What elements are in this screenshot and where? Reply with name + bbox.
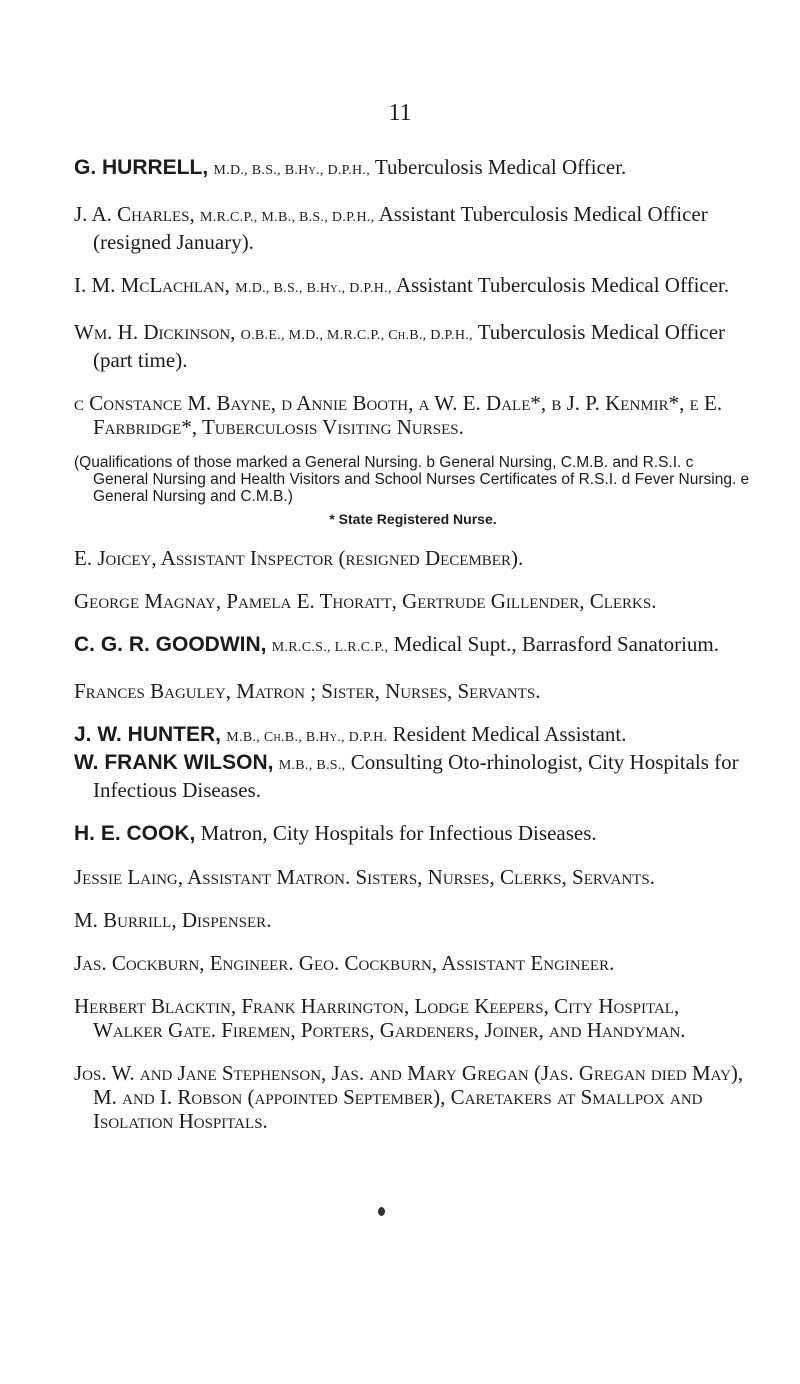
staff-entry-joicey: E. Joicey, Assistant Inspector (resigned December). — [74, 546, 524, 570]
staff-list — [74, 155, 752, 1152]
staff-name: C. G. R. GOODWIN, — [74, 633, 267, 656]
staff-entry-laing: Jessie Laing, Assistant Matron. Sisters, Nurses, Clerks, Servants. — [74, 865, 656, 889]
page-number: 11 — [388, 100, 412, 126]
staff-entry-dickinson — [74, 320, 752, 372]
staff-role: Assistant Tuberculosis Medical Officer (resigned January). — [93, 202, 708, 254]
staff-entry-visiting-nurses: c Constance M. Bayne, d Annie Booth, a W. E. Dale*, b J. P. Kenmir*, e E. Farbridge*, Tuberculosis Visiting Nurses. — [74, 391, 723, 439]
staff-name: Wm. H. Dickinson, — [74, 320, 236, 344]
staff-entry-cockburn: Jas. Cockburn, Engineer. Geo. Cockburn, Assistant Engineer. — [74, 951, 615, 975]
staff-entry-goodwin — [74, 632, 752, 660]
staff-qualifications: M.D., B.S., B.Hy., D.P.H., — [235, 281, 392, 296]
staff-role: Matron, City Hospitals for Infectious Diseases. — [200, 821, 597, 845]
staff-qualifications: M.B., B.S., — [278, 758, 346, 773]
staff-entry-wilson — [74, 750, 752, 802]
staff-role: Tuberculosis Medical Officer. — [374, 155, 627, 179]
staff-role: Tuberculosis Medical Officer (part time). — [93, 320, 726, 372]
staff-qualifications: M.R.C.S., L.R.C.P., — [271, 640, 389, 655]
staff-qualifications: O.B.E., M.D., M.R.C.P., Ch.B., D.P.H., — [240, 328, 473, 343]
staff-name: J. W. HUNTER, — [74, 723, 222, 746]
staff-role: Medical Supt., Barrasford Sanatorium. — [393, 632, 720, 656]
staff-entry-caretakers: Jos. W. and Jane Stephenson, Jas. and Mary Gregan (Jas. Gregan died May), M. and I. Robson (appointed September), Caretakers at Smallpox and Isolation Hospitals. — [74, 1061, 744, 1133]
staff-role: Consulting Oto-rhinologist, City Hospitals for Infectious Diseases. — [93, 750, 739, 802]
staff-entry-mclachlan — [74, 273, 752, 301]
staff-role: Resident Medical Assistant. — [392, 722, 627, 746]
staff-name: W. FRANK WILSON, — [74, 751, 274, 774]
staff-entry-charles — [74, 202, 752, 254]
staff-name: H. E. COOK, — [74, 822, 196, 845]
staff-entry-hurrell — [74, 155, 752, 183]
staff-entry-clerks: George Magnay, Pamela E. Thoratt, Gertrude Gillender, Clerks. — [74, 589, 657, 613]
staff-entry-cook — [74, 821, 752, 846]
staff-name: I. M. McLachlan, — [74, 273, 230, 297]
staff-qualifications: M.R.C.P., M.B., B.S., D.P.H., — [200, 210, 375, 225]
staff-qualifications: M.D., B.S., B.Hy., D.P.H., — [213, 163, 371, 178]
qualifications-note: (Qualifications of those marked a General Nursing. b General Nursing, C.M.B. and R.S.I. c General Nursing and Health Visitors and School Nurses Certificates of R.S.I. d Fever Nursing. e General Nursing and C.M.B.) — [74, 454, 750, 505]
staff-entry-baguley: Frances Baguley, Matron ; Sister, Nurses, Servants. — [74, 679, 541, 703]
staff-entry-burrill: M. Burrill, Dispenser. — [74, 908, 272, 932]
ink-spot — [378, 1207, 385, 1216]
state-registered-note: * State Registered Nurse. — [329, 511, 497, 527]
staff-name: G. HURRELL, — [74, 156, 209, 179]
staff-entry-hunter — [74, 722, 752, 750]
staff-entry-lodge-keepers: Herbert Blacktin, Frank Harrington, Lodge Keepers, City Hospital, Walker Gate. Firemen, Porters, Gardeners, Joiner, and Handyman. — [74, 994, 686, 1042]
staff-role: Assistant Tuberculosis Medical Officer. — [395, 273, 730, 297]
staff-qualifications: M.B., Ch.B., B.Hy., D.P.H. — [226, 730, 388, 745]
staff-name: J. A. Charles, — [74, 202, 195, 226]
